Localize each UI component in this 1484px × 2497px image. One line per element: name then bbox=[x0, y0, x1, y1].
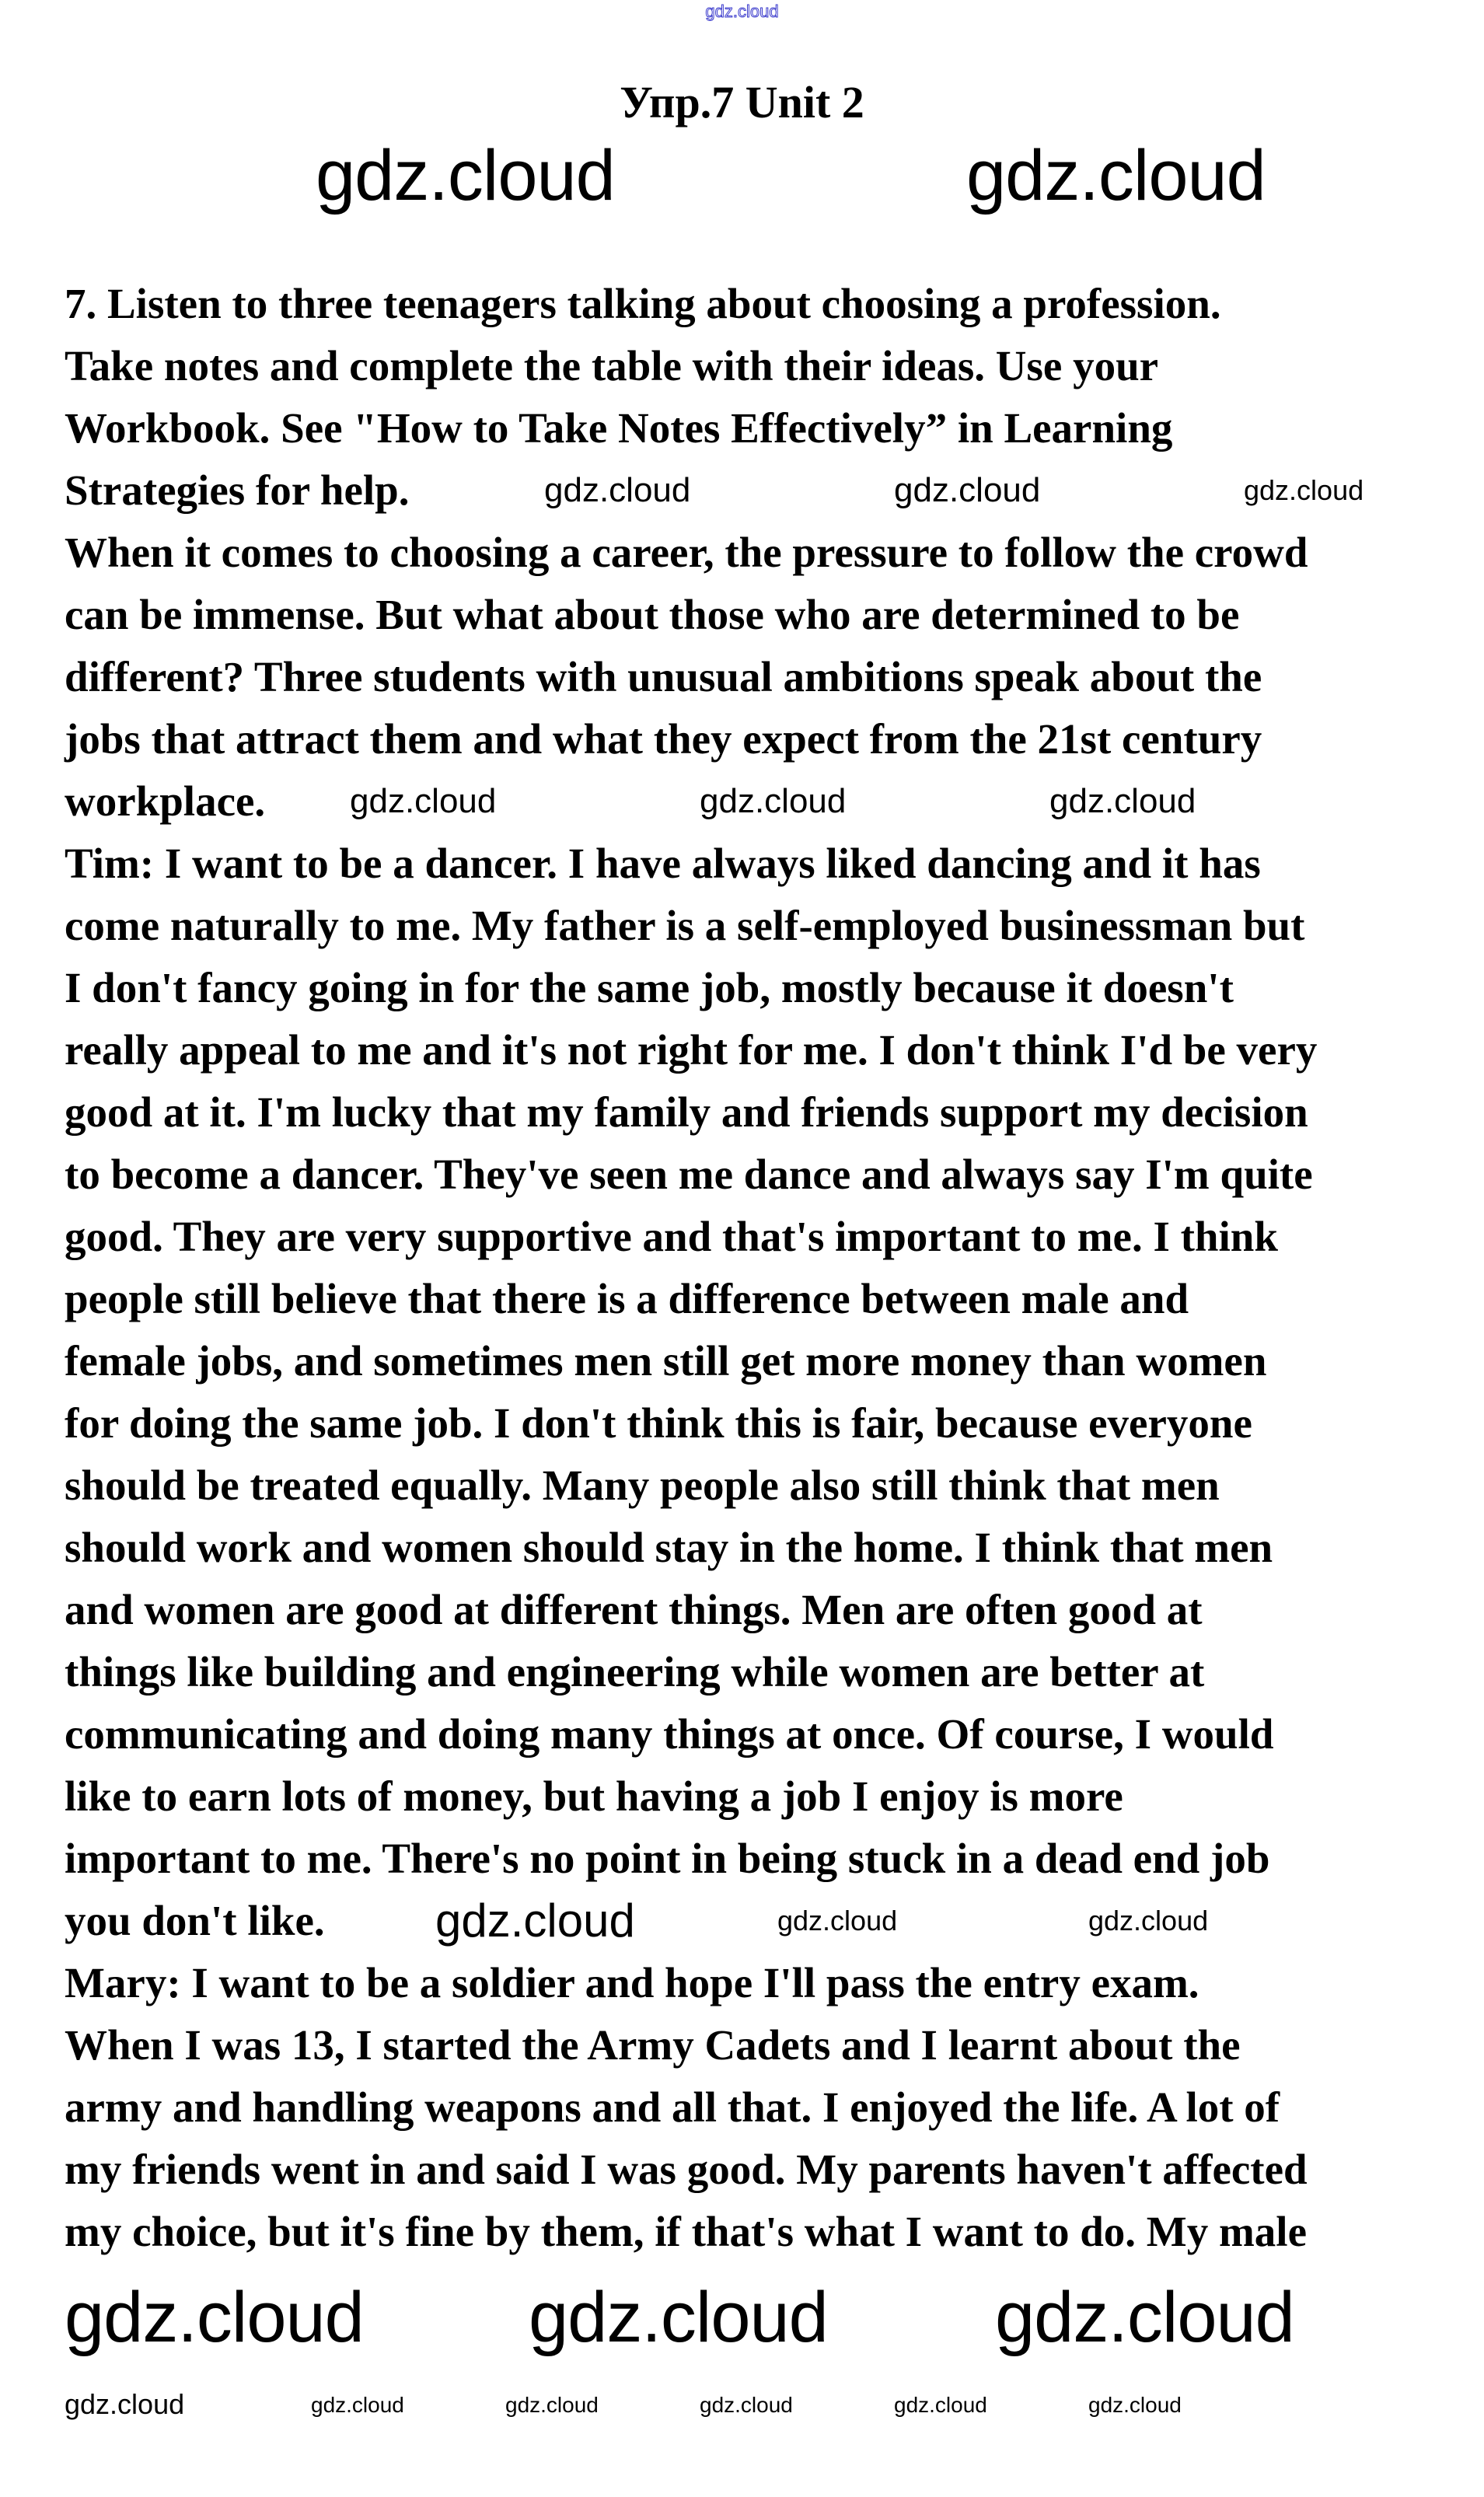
watermark: gdz.cloud bbox=[65, 2388, 185, 2420]
text-line: communicating and doing many things at once. Of course, I would bbox=[65, 1710, 1274, 1758]
text-line: things like building and engineering while women are better at bbox=[65, 1648, 1205, 1696]
watermark: gdz.cloud bbox=[700, 782, 847, 820]
watermark: gdz.cloud bbox=[700, 2393, 793, 2417]
watermark: gdz.cloud bbox=[311, 2393, 404, 2417]
text-line: Take notes and complete the table with their ideas. Use your bbox=[65, 342, 1159, 389]
watermark: gdz.cloud bbox=[1049, 782, 1196, 820]
watermark-top: gdz.cloud bbox=[705, 2, 779, 21]
text-line: workplace. bbox=[65, 777, 266, 825]
watermark: gdz.cloud bbox=[505, 2393, 599, 2417]
text-line: for doing the same job. I don't think this is fair, because everyone bbox=[65, 1399, 1252, 1447]
text-line: jobs that attract them and what they expect from the 21st century bbox=[65, 715, 1262, 763]
text-line: should be treated equally. Many people also still think that men bbox=[65, 1462, 1220, 1509]
text-line: Strategies for help. bbox=[65, 466, 410, 514]
text-line: you don't like. bbox=[65, 1897, 325, 1944]
watermark: gdz.cloud bbox=[894, 471, 1041, 509]
text-line: female jobs, and sometimes men still get more money than women bbox=[65, 1337, 1267, 1385]
text-line: Tim: I want to be a dancer. I have always liked dancing and it has bbox=[65, 840, 1261, 887]
text-line: really appeal to me and it's not right for me. I don't think I'd be very bbox=[65, 1026, 1318, 1074]
watermark: gdz.cloud bbox=[65, 2278, 364, 2357]
watermark: gdz.cloud bbox=[1244, 474, 1364, 506]
text-line: my choice, but it's fine by them, if that's what I want to do. My male bbox=[65, 2208, 1307, 2255]
watermark: gdz.cloud bbox=[544, 471, 691, 509]
watermark: gdz.cloud bbox=[966, 136, 1266, 215]
watermark: gdz.cloud bbox=[995, 2278, 1294, 2357]
text-line: When it comes to choosing a career, the pressure to follow the crowd bbox=[65, 529, 1308, 576]
text-line: my friends went in and said I was good. My parents haven't affected bbox=[65, 2146, 1308, 2193]
page-title: Упр.7 Unit 2 bbox=[620, 77, 864, 127]
text-line: people still believe that there is a difference between male and bbox=[65, 1275, 1189, 1322]
watermark: gdz.cloud bbox=[529, 2278, 828, 2357]
text-line: to become a dancer. They've seen me dance and always say I'm quite bbox=[65, 1151, 1313, 1198]
text-line: should work and women should stay in the home. I think that men bbox=[65, 1524, 1273, 1571]
text-line: important to me. There's no point in being stuck in a dead end job bbox=[65, 1835, 1270, 1882]
watermark: gdz.cloud bbox=[435, 1895, 635, 1947]
watermark: gdz.cloud bbox=[777, 1905, 898, 1936]
exercise-text bbox=[65, 273, 1317, 2263]
text-line: good at it. I'm lucky that my family and friends support my decision bbox=[65, 1088, 1308, 1136]
text-line: 7. Listen to three teenagers talking about choosing a profession. bbox=[65, 280, 1221, 327]
text-line: When I was 13, I started the Army Cadets and I learnt about the bbox=[65, 2021, 1241, 2069]
text-line: army and handling weapons and all that. I enjoyed the life. A lot of bbox=[65, 2083, 1280, 2131]
text-line: can be immense. But what about those who are determined to be bbox=[65, 591, 1240, 638]
watermark: gdz.cloud bbox=[316, 136, 615, 215]
text-line: come naturally to me. My father is a self-employed businessman but bbox=[65, 902, 1305, 949]
text-line: like to earn lots of money, but having a job I enjoy is more bbox=[65, 1772, 1123, 1820]
watermark: gdz.cloud bbox=[1088, 2393, 1182, 2417]
watermark: gdz.cloud bbox=[350, 782, 497, 820]
text-line: I don't fancy going in for the same job, mostly because it doesn't bbox=[65, 964, 1234, 1011]
watermark: gdz.cloud bbox=[894, 2393, 987, 2417]
text-line: different? Three students with unusual ambitions speak about the bbox=[65, 653, 1262, 700]
text-line: Mary: I want to be a soldier and hope I'll pass the entry exam. bbox=[65, 1959, 1199, 2006]
watermark: gdz.cloud bbox=[1088, 1905, 1209, 1936]
text-line: Workbook. See "How to Take Notes Effectively” in Learning bbox=[65, 404, 1173, 452]
text-line: and women are good at different things. Men are often good at bbox=[65, 1586, 1203, 1633]
text-line: good. They are very supportive and that's important to me. I think bbox=[65, 1213, 1278, 1260]
